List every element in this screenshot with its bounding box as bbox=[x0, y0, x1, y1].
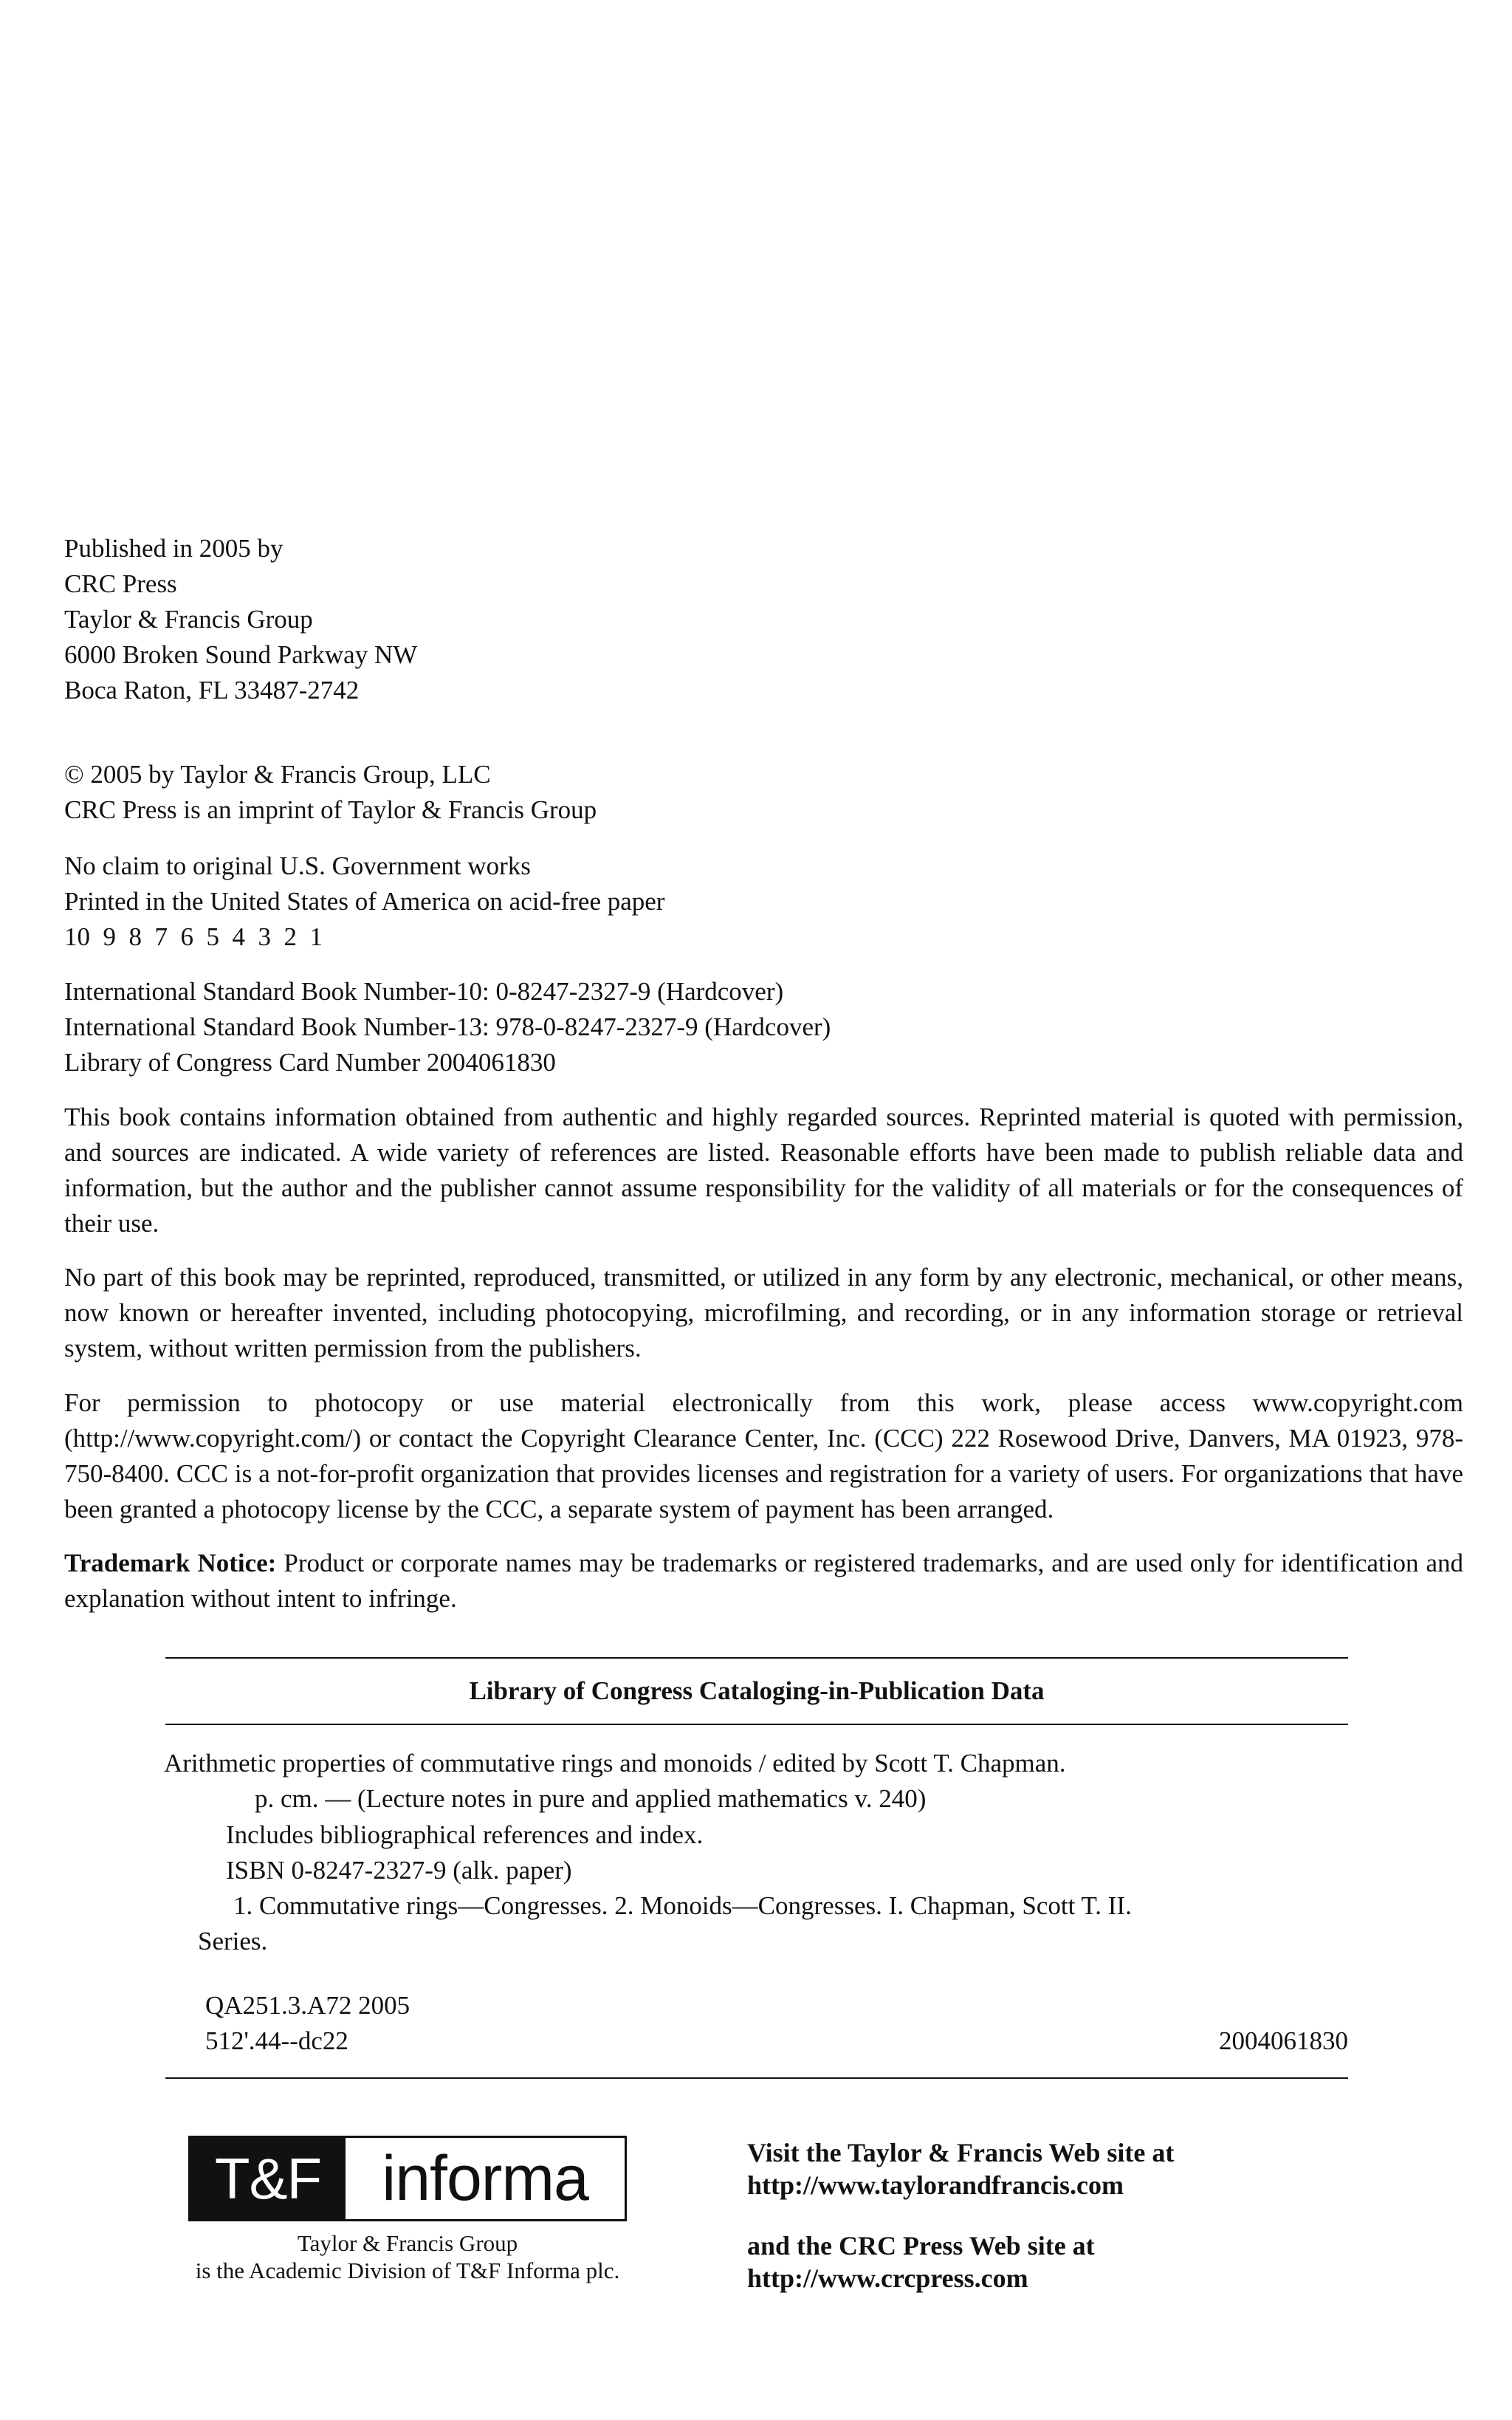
cip-dewey: 512'.44--dc22 bbox=[205, 2026, 348, 2055]
reproduction-paragraph: No part of this book may be reprinted, reproduced, transmitted, or utilized in any form by any electronic, mechanical, or other means, now known or hereafter invented, including photocopying, microfilming, and recording, or in any information storage or retrieval system, without written permission from the publishers. bbox=[64, 1263, 1463, 1362]
publisher-block bbox=[64, 531, 1463, 708]
cip-title-entry: Arithmetic properties of commutative rings and monoids / edited by Scott T. Chapman. bbox=[164, 1749, 1066, 1778]
visit-crc-label: and the CRC Press Web site at bbox=[747, 2231, 1095, 2260]
copyright-line: CRC Press is an imprint of Taylor & Francis Group bbox=[64, 795, 597, 824]
cip-subjects-cont: Series. bbox=[198, 1927, 268, 1955]
print-run-numbers: 10 9 8 7 6 5 4 3 2 1 bbox=[64, 922, 323, 951]
tf-informa-logo bbox=[188, 2136, 627, 2221]
cip-title-rule bbox=[165, 1724, 1348, 1725]
cip-bottom-rule bbox=[165, 2077, 1348, 2079]
publisher-line: Published in 2005 by bbox=[64, 534, 284, 563]
sources-paragraph: This book contains information obtained from authentic and highly regarded sources. Reprinted material is quoted with permission, and sources are indicated. A wide variety of references are listed. Reasonable efforts have been made to publish reliable data and information, but the author and the publisher cannot assume responsibility for the validity of all materials or for the consequences of their use. bbox=[64, 1103, 1463, 1238]
crc-website-link[interactable]: http://www.crcpress.com bbox=[747, 2263, 1028, 2293]
isbn-10: International Standard Book Number-10: 0-8247-2327-9 (Hardcover) bbox=[64, 977, 784, 1006]
cip-title: Library of Congress Cataloging-in-Publication Data bbox=[469, 1676, 1045, 1705]
lccn-line: Library of Congress Card Number 2004061830 bbox=[64, 1048, 556, 1077]
copyright-line: © 2005 by Taylor & Francis Group, LLC bbox=[64, 760, 491, 789]
publisher-line: 6000 Broken Sound Parkway NW bbox=[64, 640, 418, 669]
permission-paragraph: For permission to photocopy or use material electronically from this work, please access www.copyright.com (http://www.copyright.com/) or contact the Copyright Clearance Center, Inc. (CCC) 222 Rosewood Drive, Danvers, MA 01923, 978-750-8400. CCC is a not-for-profit organization that provides licenses and registration for a variety of users. For organizations that have been granted a photocopy license by the CCC, a separate system of payment has been arranged. bbox=[64, 1388, 1463, 1523]
cip-top-rule bbox=[165, 1657, 1348, 1659]
printing-line: Printed in the United States of America on acid-free paper bbox=[64, 887, 665, 916]
logo-caption-line1: Taylor & Francis Group bbox=[297, 2230, 518, 2256]
logo-informa-word: informa bbox=[382, 2143, 588, 2214]
trademark-paragraph bbox=[64, 1546, 1463, 1617]
publisher-line: CRC Press bbox=[64, 569, 177, 598]
cip-lccn: 2004061830 bbox=[1219, 2026, 1348, 2055]
publisher-line: Taylor & Francis Group bbox=[64, 605, 313, 634]
cip-series-entry: p. cm. — (Lecture notes in pure and applied mathematics v. 240) bbox=[255, 1784, 927, 1813]
tf-website-link[interactable]: http://www.taylorandfrancis.com bbox=[747, 2170, 1124, 2200]
printing-line: No claim to original U.S. Government works bbox=[64, 851, 531, 880]
trademark-text: Product or corporate names may be trademarks or registered trademarks, and are used only for identification and explanation without intent to infringe. bbox=[64, 1549, 1463, 1613]
copyright-block bbox=[64, 757, 1463, 828]
visit-tf-label: Visit the Taylor & Francis Web site at bbox=[747, 2138, 1175, 2167]
trademark-label: Trademark Notice: bbox=[64, 1549, 277, 1577]
isbn-13: International Standard Book Number-13: 978-0-8247-2327-9 (Hardcover) bbox=[64, 1012, 831, 1041]
cip-subjects: 1. Commutative rings—Congresses. 2. Monoids—Congresses. I. Chapman, Scott T. II. bbox=[233, 1891, 1132, 1920]
cip-note: Includes bibliographical references and index. bbox=[226, 1820, 704, 1849]
cip-isbn: ISBN 0-8247-2327-9 (alk. paper) bbox=[226, 1856, 572, 1885]
cip-call-number: QA251.3.A72 2005 bbox=[205, 1991, 410, 2020]
printing-block bbox=[64, 849, 1463, 955]
logo-tf-mark: T&F bbox=[190, 2138, 346, 2219]
isbn-block bbox=[64, 974, 1463, 1080]
logo-caption-line2: is the Academic Division of T&F Informa plc. bbox=[195, 2258, 620, 2283]
publisher-line: Boca Raton, FL 33487-2742 bbox=[64, 676, 360, 705]
